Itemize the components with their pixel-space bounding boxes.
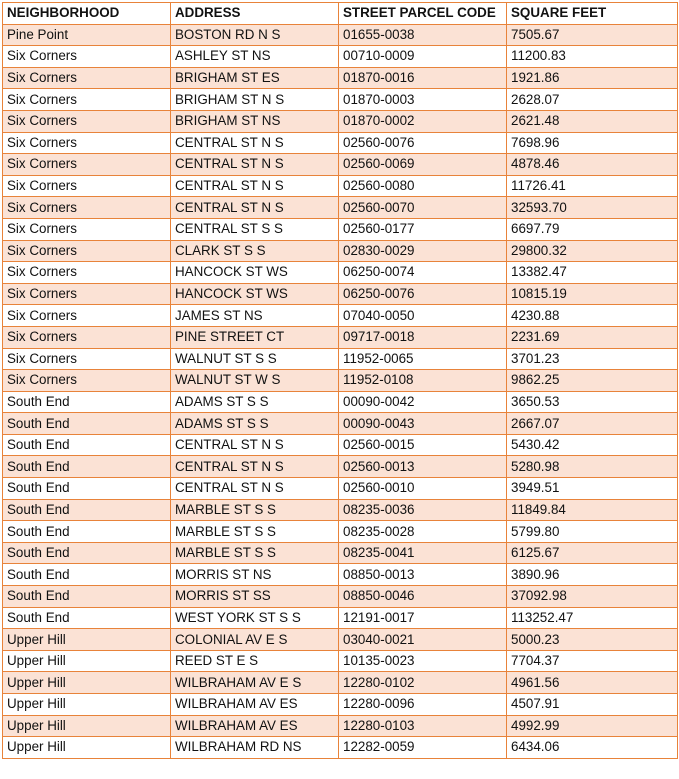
cell-square-feet: 5280.98 (507, 456, 678, 478)
cell-street-parcel-code: 12280-0096 (339, 694, 507, 716)
cell-address: MORRIS ST SS (171, 586, 339, 608)
cell-neighborhood: Pine Point (3, 24, 171, 46)
cell-square-feet: 4961.56 (507, 672, 678, 694)
cell-square-feet: 2667.07 (507, 413, 678, 435)
table-row (3, 24, 678, 46)
cell-street-parcel-code: 10135-0023 (339, 650, 507, 672)
table-row (3, 650, 678, 672)
cell-neighborhood: Six Corners (3, 370, 171, 392)
cell-street-parcel-code: 00710-0009 (339, 46, 507, 68)
cell-street-parcel-code: 12280-0103 (339, 715, 507, 737)
cell-neighborhood: Six Corners (3, 110, 171, 132)
cell-street-parcel-code: 11952-0065 (339, 348, 507, 370)
table-row (3, 607, 678, 629)
cell-square-feet: 11849.84 (507, 499, 678, 521)
table-row (3, 326, 678, 348)
cell-neighborhood: South End (3, 413, 171, 435)
cell-address: BRIGHAM ST N S (171, 89, 339, 111)
cell-street-parcel-code: 02560-0076 (339, 132, 507, 154)
cell-square-feet: 2621.48 (507, 110, 678, 132)
cell-neighborhood: Upper Hill (3, 737, 171, 759)
cell-neighborhood: Six Corners (3, 262, 171, 284)
cell-street-parcel-code: 01870-0002 (339, 110, 507, 132)
table-body (3, 24, 678, 758)
cell-address: WILBRAHAM AV E S (171, 672, 339, 694)
cell-address: CLARK ST S S (171, 240, 339, 262)
cell-neighborhood: Six Corners (3, 283, 171, 305)
cell-address: CENTRAL ST N S (171, 175, 339, 197)
cell-square-feet: 5799.80 (507, 521, 678, 543)
cell-street-parcel-code: 01655-0038 (339, 24, 507, 46)
cell-address: CENTRAL ST N S (171, 154, 339, 176)
table-row (3, 348, 678, 370)
cell-square-feet: 13382.47 (507, 262, 678, 284)
cell-neighborhood: Upper Hill (3, 694, 171, 716)
cell-neighborhood: Six Corners (3, 132, 171, 154)
table-row (3, 478, 678, 500)
cell-neighborhood: Six Corners (3, 175, 171, 197)
cell-street-parcel-code: 07040-0050 (339, 305, 507, 327)
cell-address: ASHLEY ST NS (171, 46, 339, 68)
cell-neighborhood: Six Corners (3, 326, 171, 348)
cell-address: MARBLE ST S S (171, 521, 339, 543)
cell-address: WALNUT ST S S (171, 348, 339, 370)
cell-address: BRIGHAM ST NS (171, 110, 339, 132)
table-row (3, 218, 678, 240)
cell-address: WEST YORK ST S S (171, 607, 339, 629)
cell-neighborhood: Six Corners (3, 348, 171, 370)
table-row (3, 737, 678, 759)
table-row (3, 434, 678, 456)
cell-square-feet: 3701.23 (507, 348, 678, 370)
cell-neighborhood: Six Corners (3, 218, 171, 240)
cell-neighborhood: South End (3, 542, 171, 564)
cell-square-feet: 29800.32 (507, 240, 678, 262)
cell-street-parcel-code: 00090-0042 (339, 391, 507, 413)
cell-square-feet: 9862.25 (507, 370, 678, 392)
cell-square-feet: 37092.98 (507, 586, 678, 608)
table-row (3, 413, 678, 435)
cell-street-parcel-code: 02560-0013 (339, 456, 507, 478)
table-row (3, 305, 678, 327)
cell-neighborhood: Six Corners (3, 305, 171, 327)
cell-square-feet: 3949.51 (507, 478, 678, 500)
table-row (3, 499, 678, 521)
table-row (3, 67, 678, 89)
cell-street-parcel-code: 02560-0015 (339, 434, 507, 456)
cell-neighborhood: Upper Hill (3, 629, 171, 651)
cell-neighborhood: Six Corners (3, 46, 171, 68)
cell-neighborhood: Upper Hill (3, 650, 171, 672)
table-row (3, 715, 678, 737)
header-neighborhood: NEIGHBORHOOD (3, 3, 171, 25)
table-row (3, 456, 678, 478)
cell-street-parcel-code: 06250-0076 (339, 283, 507, 305)
cell-street-parcel-code: 08235-0036 (339, 499, 507, 521)
cell-address: CENTRAL ST N S (171, 132, 339, 154)
table-row (3, 672, 678, 694)
cell-street-parcel-code: 08235-0028 (339, 521, 507, 543)
cell-square-feet: 5430.42 (507, 434, 678, 456)
cell-square-feet: 2628.07 (507, 89, 678, 111)
cell-neighborhood: Upper Hill (3, 672, 171, 694)
cell-square-feet: 3650.53 (507, 391, 678, 413)
header-street-parcel-code: STREET PARCEL CODE (339, 3, 507, 25)
cell-street-parcel-code: 03040-0021 (339, 629, 507, 651)
cell-street-parcel-code: 02560-0010 (339, 478, 507, 500)
cell-square-feet: 3890.96 (507, 564, 678, 586)
cell-address: WALNUT ST W S (171, 370, 339, 392)
cell-address: MARBLE ST S S (171, 499, 339, 521)
cell-address: HANCOCK ST WS (171, 283, 339, 305)
table-row (3, 240, 678, 262)
table-row (3, 89, 678, 111)
cell-square-feet: 2231.69 (507, 326, 678, 348)
cell-street-parcel-code: 06250-0074 (339, 262, 507, 284)
cell-neighborhood: South End (3, 564, 171, 586)
cell-square-feet: 6434.06 (507, 737, 678, 759)
cell-street-parcel-code: 08235-0041 (339, 542, 507, 564)
cell-address: WILBRAHAM AV ES (171, 694, 339, 716)
cell-neighborhood: South End (3, 521, 171, 543)
cell-address: CENTRAL ST S S (171, 218, 339, 240)
table-row (3, 694, 678, 716)
cell-address: ADAMS ST S S (171, 413, 339, 435)
table-row (3, 542, 678, 564)
table-row (3, 132, 678, 154)
cell-address: BRIGHAM ST ES (171, 67, 339, 89)
cell-street-parcel-code: 02560-0177 (339, 218, 507, 240)
cell-square-feet: 7505.67 (507, 24, 678, 46)
cell-address: MORRIS ST NS (171, 564, 339, 586)
cell-square-feet: 11200.83 (507, 46, 678, 68)
cell-square-feet: 6697.79 (507, 218, 678, 240)
cell-square-feet: 4992.99 (507, 715, 678, 737)
cell-square-feet: 4230.88 (507, 305, 678, 327)
cell-street-parcel-code: 02560-0080 (339, 175, 507, 197)
table-row (3, 629, 678, 651)
cell-street-parcel-code: 01870-0016 (339, 67, 507, 89)
cell-address: PINE STREET CT (171, 326, 339, 348)
cell-neighborhood: South End (3, 478, 171, 500)
cell-address: COLONIAL AV E S (171, 629, 339, 651)
cell-square-feet: 4507.91 (507, 694, 678, 716)
cell-address: CENTRAL ST N S (171, 197, 339, 219)
cell-square-feet: 7704.37 (507, 650, 678, 672)
cell-address: CENTRAL ST N S (171, 478, 339, 500)
cell-street-parcel-code: 00090-0043 (339, 413, 507, 435)
cell-street-parcel-code: 02560-0069 (339, 154, 507, 176)
cell-address: CENTRAL ST N S (171, 434, 339, 456)
cell-street-parcel-code: 12282-0059 (339, 737, 507, 759)
cell-neighborhood: Six Corners (3, 67, 171, 89)
header-square-feet: SQUARE FEET (507, 3, 678, 25)
cell-neighborhood: South End (3, 391, 171, 413)
cell-square-feet: 6125.67 (507, 542, 678, 564)
cell-neighborhood: South End (3, 607, 171, 629)
cell-neighborhood: Six Corners (3, 154, 171, 176)
table-row (3, 197, 678, 219)
cell-street-parcel-code: 12280-0102 (339, 672, 507, 694)
cell-square-feet: 10815.19 (507, 283, 678, 305)
cell-neighborhood: South End (3, 456, 171, 478)
cell-address: REED ST E S (171, 650, 339, 672)
table-row (3, 175, 678, 197)
cell-neighborhood: Six Corners (3, 89, 171, 111)
table-row (3, 46, 678, 68)
cell-square-feet: 7698.96 (507, 132, 678, 154)
table-row (3, 154, 678, 176)
cell-address: WILBRAHAM AV ES (171, 715, 339, 737)
cell-square-feet: 5000.23 (507, 629, 678, 651)
table-row (3, 586, 678, 608)
cell-square-feet: 4878.46 (507, 154, 678, 176)
header-address: ADDRESS (171, 3, 339, 25)
cell-street-parcel-code: 08850-0046 (339, 586, 507, 608)
cell-street-parcel-code: 08850-0013 (339, 564, 507, 586)
table-header (3, 3, 678, 25)
cell-neighborhood: South End (3, 586, 171, 608)
table-row (3, 564, 678, 586)
cell-square-feet: 11726.41 (507, 175, 678, 197)
cell-neighborhood: Six Corners (3, 240, 171, 262)
cell-street-parcel-code: 02560-0070 (339, 197, 507, 219)
table-row (3, 391, 678, 413)
cell-address: ADAMS ST S S (171, 391, 339, 413)
table-row (3, 283, 678, 305)
cell-neighborhood: Upper Hill (3, 715, 171, 737)
table-row (3, 262, 678, 284)
cell-street-parcel-code: 01870-0003 (339, 89, 507, 111)
cell-square-feet: 113252.47 (507, 607, 678, 629)
header-row (3, 3, 678, 25)
parcel-table (2, 2, 678, 759)
table-row (3, 521, 678, 543)
cell-neighborhood: South End (3, 434, 171, 456)
cell-street-parcel-code: 12191-0017 (339, 607, 507, 629)
table-row (3, 110, 678, 132)
cell-address: JAMES ST NS (171, 305, 339, 327)
table-row (3, 370, 678, 392)
cell-address: HANCOCK ST WS (171, 262, 339, 284)
cell-address: WILBRAHAM RD NS (171, 737, 339, 759)
cell-street-parcel-code: 02830-0029 (339, 240, 507, 262)
cell-street-parcel-code: 11952-0108 (339, 370, 507, 392)
cell-address: MARBLE ST S S (171, 542, 339, 564)
cell-neighborhood: South End (3, 499, 171, 521)
cell-square-feet: 1921.86 (507, 67, 678, 89)
cell-street-parcel-code: 09717-0018 (339, 326, 507, 348)
cell-square-feet: 32593.70 (507, 197, 678, 219)
cell-address: BOSTON RD N S (171, 24, 339, 46)
cell-neighborhood: Six Corners (3, 197, 171, 219)
parcel-table-container (2, 2, 677, 759)
cell-address: CENTRAL ST N S (171, 456, 339, 478)
